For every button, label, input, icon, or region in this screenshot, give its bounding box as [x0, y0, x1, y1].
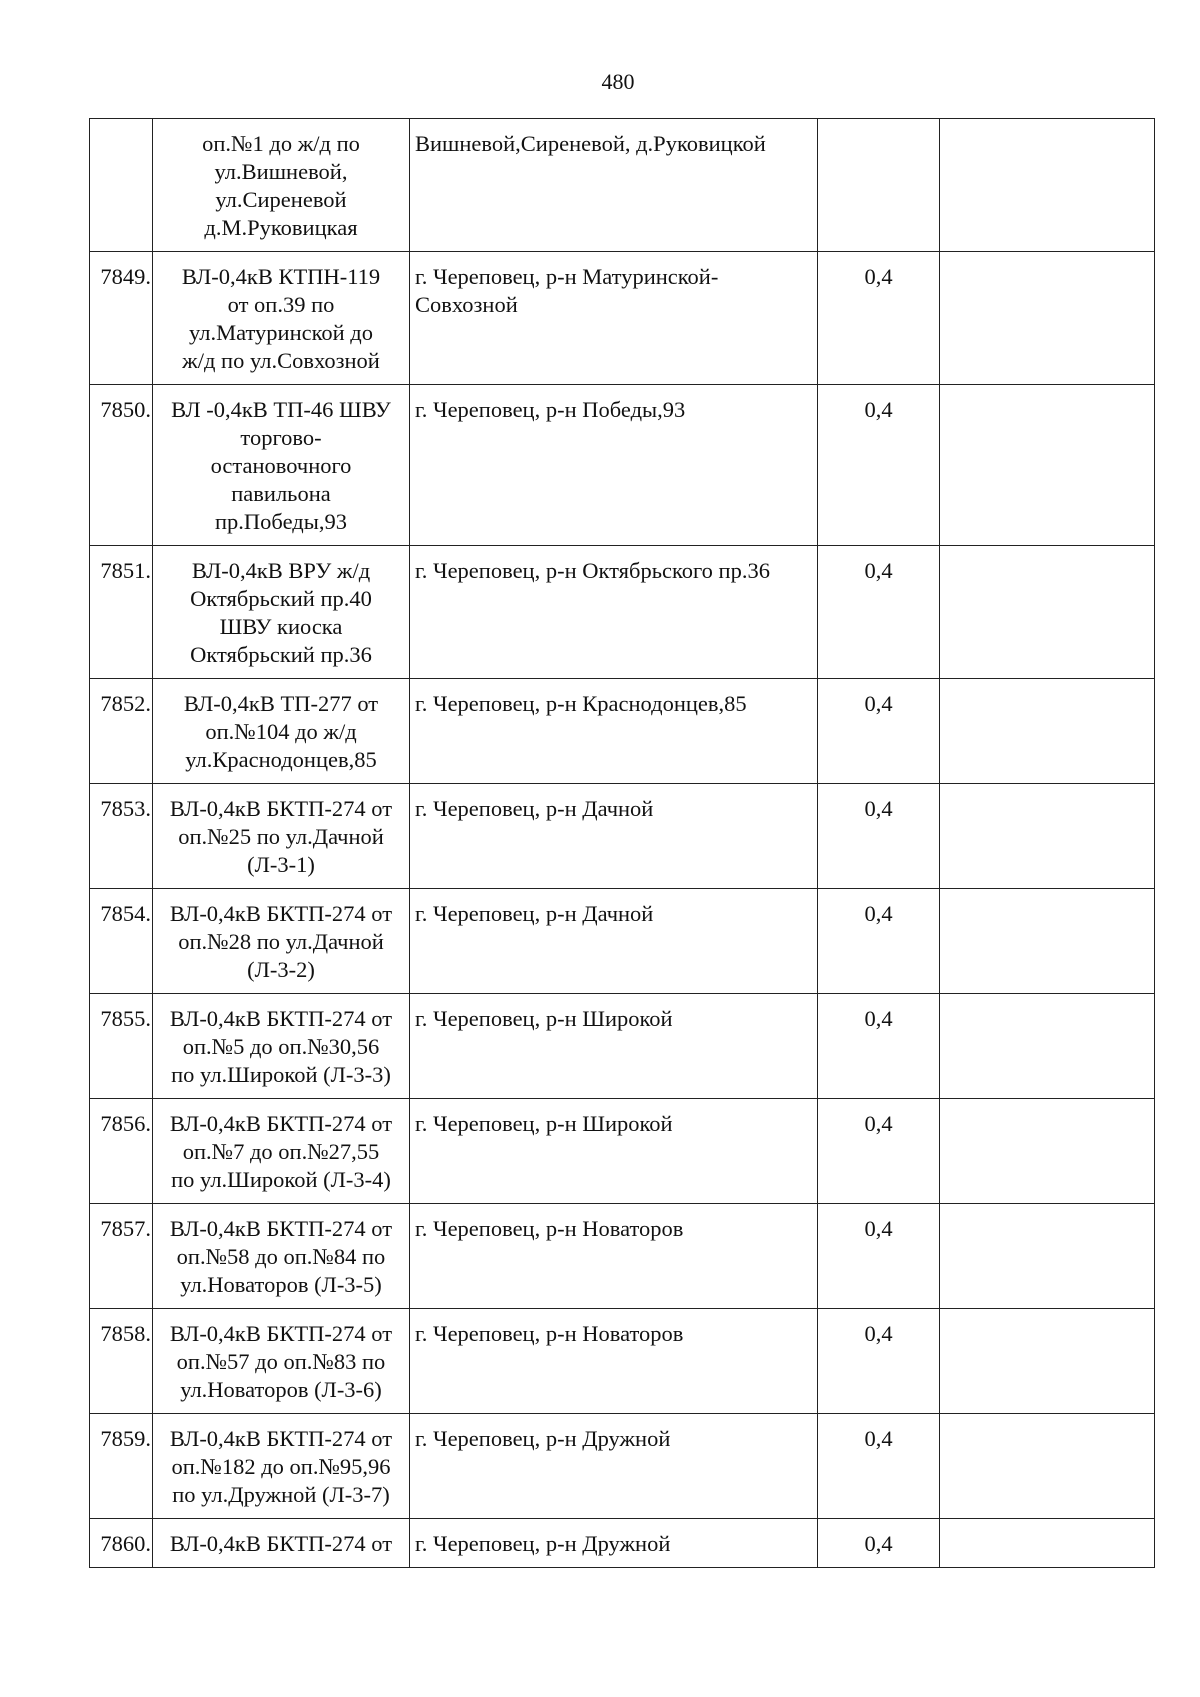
page-number: 480	[601, 69, 635, 94]
voltage-cell: 0,4	[818, 1099, 940, 1204]
address-cell: г. Череповец, р-н Краснодонцев,85	[410, 679, 818, 784]
table-row	[90, 1099, 1155, 1204]
address-cell: г. Череповец, р-н Дружной	[410, 1414, 818, 1519]
table-row	[90, 546, 1155, 679]
row-number-cell: 7860.	[90, 1519, 153, 1568]
voltage-cell: 0,4	[818, 1309, 940, 1414]
extra-cell	[940, 546, 1155, 679]
voltage-cell: 0,4	[818, 889, 940, 994]
line-name-cell: ВЛ-0,4кВ БКТП-274 от оп.№57 до оп.№83 по ул.Новаторов (Л-3-6)	[153, 1309, 410, 1414]
extra-cell	[940, 679, 1155, 784]
extra-cell	[940, 119, 1155, 252]
address-cell: г. Череповец, р-н Широкой	[410, 994, 818, 1099]
extra-cell	[940, 1414, 1155, 1519]
row-number-cell: 7849.	[90, 252, 153, 385]
table-row	[90, 784, 1155, 889]
address-cell: г. Череповец, р-н Новаторов	[410, 1309, 818, 1414]
voltage-cell: 0,4	[818, 994, 940, 1099]
line-name-cell: ВЛ-0,4кВ БКТП-274 от оп.№28 по ул.Дачной (Л-3-2)	[153, 889, 410, 994]
table-row	[90, 1519, 1155, 1568]
line-name-cell: ВЛ-0,4кВ БКТП-274 от оп.№25 по ул.Дачной (Л-3-1)	[153, 784, 410, 889]
row-number-cell: 7857.	[90, 1204, 153, 1309]
row-number-cell: 7853.	[90, 784, 153, 889]
address-cell: г. Череповец, р-н Матуринской- Совхозной	[410, 252, 818, 385]
extra-cell	[940, 889, 1155, 994]
extra-cell	[940, 1099, 1155, 1204]
line-name-cell: ВЛ-0,4кВ ВРУ ж/д Октябрьский пр.40 ШВУ киоска Октябрьский пр.36	[153, 546, 410, 679]
line-name-cell: ВЛ-0,4кВ БКТП-274 от оп.№58 до оп.№84 по ул.Новаторов (Л-3-5)	[153, 1204, 410, 1309]
address-cell: г. Череповец, р-н Победы,93	[410, 385, 818, 546]
line-name-cell: ВЛ -0,4кВ ТП-46 ШВУ торгово- остановочного павильона пр.Победы,93	[153, 385, 410, 546]
line-name-cell: ВЛ-0,4кВ КТПН-119 от оп.39 по ул.Матуринской до ж/д по ул.Совхозной	[153, 252, 410, 385]
line-name-cell: ВЛ-0,4кВ ТП-277 от оп.№104 до ж/д ул.Краснодонцев,85	[153, 679, 410, 784]
voltage-cell: 0,4	[818, 385, 940, 546]
address-cell: Вишневой,Сиреневой, д.Руковицкой	[410, 119, 818, 252]
line-name-cell: ВЛ-0,4кВ БКТП-274 от оп.№5 до оп.№30,56 по ул.Широкой (Л-3-3)	[153, 994, 410, 1099]
address-cell: г. Череповец, р-н Дачной	[410, 784, 818, 889]
address-cell: г. Череповец, р-н Дачной	[410, 889, 818, 994]
row-number-cell: 7852.	[90, 679, 153, 784]
line-name-cell: ВЛ-0,4кВ БКТП-274 от	[153, 1519, 410, 1568]
voltage-cell: 0,4	[818, 1519, 940, 1568]
extra-cell	[940, 252, 1155, 385]
row-number-cell: 7858.	[90, 1309, 153, 1414]
row-number-cell: 7856.	[90, 1099, 153, 1204]
table-row	[90, 679, 1155, 784]
row-number-cell: 7851.	[90, 546, 153, 679]
voltage-cell: 0,4	[818, 1414, 940, 1519]
extra-cell	[940, 784, 1155, 889]
voltage-cell: 0,4	[818, 1204, 940, 1309]
row-number-cell: 7850.	[90, 385, 153, 546]
extra-cell	[940, 1204, 1155, 1309]
extra-cell	[940, 1309, 1155, 1414]
registry-table-body	[90, 119, 1155, 1568]
voltage-cell: 0,4	[818, 679, 940, 784]
address-cell: г. Череповец, р-н Новаторов	[410, 1204, 818, 1309]
address-cell: г. Череповец, р-н Широкой	[410, 1099, 818, 1204]
line-name-cell: ВЛ-0,4кВ БКТП-274 от оп.№182 до оп.№95,96 по ул.Дружной (Л-3-7)	[153, 1414, 410, 1519]
voltage-cell: 0,4	[818, 784, 940, 889]
table-row	[90, 119, 1155, 252]
address-cell: г. Череповец, р-н Дружной	[410, 1519, 818, 1568]
row-number-cell: 7859.	[90, 1414, 153, 1519]
row-number-cell: 7854.	[90, 889, 153, 994]
table-row	[90, 252, 1155, 385]
voltage-cell: 0,4	[818, 546, 940, 679]
voltage-cell	[818, 119, 940, 252]
table-row	[90, 889, 1155, 994]
address-cell: г. Череповец, р-н Октябрьского пр.36	[410, 546, 818, 679]
row-number-cell: 7855.	[90, 994, 153, 1099]
line-name-cell: оп.№1 до ж/д по ул.Вишневой, ул.Сиреневой д.М.Руковицкая	[153, 119, 410, 252]
extra-cell	[940, 1519, 1155, 1568]
table-row	[90, 1414, 1155, 1519]
registry-table	[89, 118, 1155, 1568]
voltage-cell: 0,4	[818, 252, 940, 385]
table-row	[90, 994, 1155, 1099]
table-row	[90, 385, 1155, 546]
extra-cell	[940, 385, 1155, 546]
extra-cell	[940, 994, 1155, 1099]
row-number-cell	[90, 119, 153, 252]
table-row	[90, 1309, 1155, 1414]
table-row	[90, 1204, 1155, 1309]
line-name-cell: ВЛ-0,4кВ БКТП-274 от оп.№7 до оп.№27,55 по ул.Широкой (Л-3-4)	[153, 1099, 410, 1204]
